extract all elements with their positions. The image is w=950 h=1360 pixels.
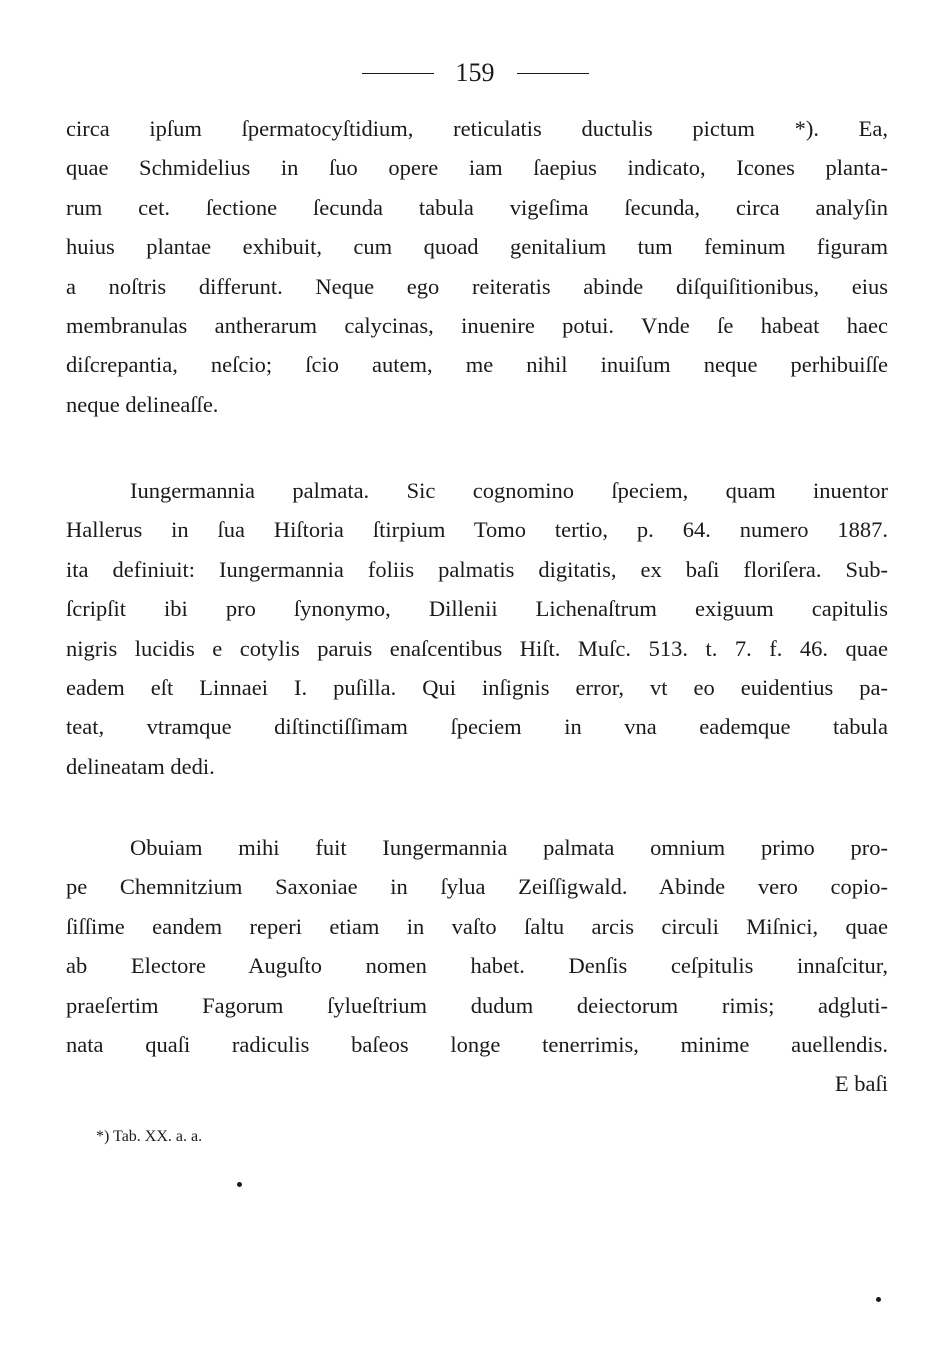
page-header (0, 58, 950, 88)
text-line: nata quaſi radiculis baſeos longe tenerrimis, minime auellendis. (66, 1032, 888, 1058)
page-number: 159 (455, 58, 495, 87)
text-line: a noſtris differunt. Neque ego reiteratis abinde diſquiſitionibus, eius (66, 273, 888, 299)
text-line: Hallerus in ſua Hiſtoria ſtirpium Tomo tertio, p. 64. numero 1887. (66, 517, 888, 543)
text-line: ſiſſime eandem reperi etiam in vaſto ſaltu arcis circuli Miſnici, quae (66, 913, 888, 939)
text-line: delineatam dedi. (66, 753, 215, 779)
left-rule (362, 73, 434, 74)
paragraph-1 (66, 109, 888, 424)
text-line: pe Chemnitzium Saxoniae in ſylua Zeiſſigwald. Abinde vero copio- (66, 874, 888, 900)
text-line: ita definiuit: Iungermannia foliis palmatis digitatis, ex baſi floriſera. Sub- (66, 556, 888, 582)
text-line: praeſertim Fagorum ſylueſtrium dudum deiectorum rimis; adgluti- (66, 992, 888, 1018)
text-line: membranulas antherarum calycinas, inuenire potui. Vnde ſe habeat haec (66, 313, 888, 339)
text-line: circa ipſum ſpermatocyſtidium, reticulatis ductulis pictum *). Ea, (66, 116, 888, 141)
text-line: Obuiam mihi fuit Iungermannia palmata omnium primo pro- (130, 835, 888, 860)
text-line: nigris lucidis e cotylis paruis enaſcentibus Hiſt. Muſc. 513. t. 7. f. 46. quae (66, 635, 888, 661)
text-line: Iungermannia palmata. Sic cognomino ſpeciem, quam inuentor (130, 478, 888, 503)
text-line: rum cet. ſectione ſecunda tabula vigeſima ſecunda, circa analyſin (66, 194, 888, 220)
right-rule (517, 73, 589, 74)
ink-speck (876, 1297, 881, 1302)
ink-speck (237, 1182, 242, 1187)
text-line: ſcripſit ibi pro ſynonymo, Dillenii Lichenaſtrum exiguum capitulis (66, 596, 888, 622)
paragraph-2 (66, 471, 888, 786)
text-line: huius plantae exhibuit, cum quoad genitalium tum feminum figuram (66, 234, 888, 260)
text-line: ab Electore Auguſto nomen habet. Denſis ceſpitulis innaſcitur, (66, 953, 888, 979)
catchword: E baſi (834, 1071, 888, 1097)
text-line: eadem eſt Linnaei I. puſilla. Qui inſignis error, vt eo euidentius pa- (66, 675, 888, 701)
text-line: neque delineaſſe. (66, 391, 219, 417)
text-line: diſcrepantia, neſcio; ſcio autem, me nihil inuiſum neque perhibuiſſe (66, 352, 888, 378)
paragraph-3 (66, 828, 888, 1104)
text-line: teat, vtramque diſtinctiſſimam ſpeciem in vna eademque tabula (66, 714, 888, 740)
footnote: *) Tab. XX. a. a. (96, 1128, 203, 1145)
text-line: quae Schmidelius in ſuo opere iam ſaepius indicato, Icones planta- (66, 155, 888, 181)
